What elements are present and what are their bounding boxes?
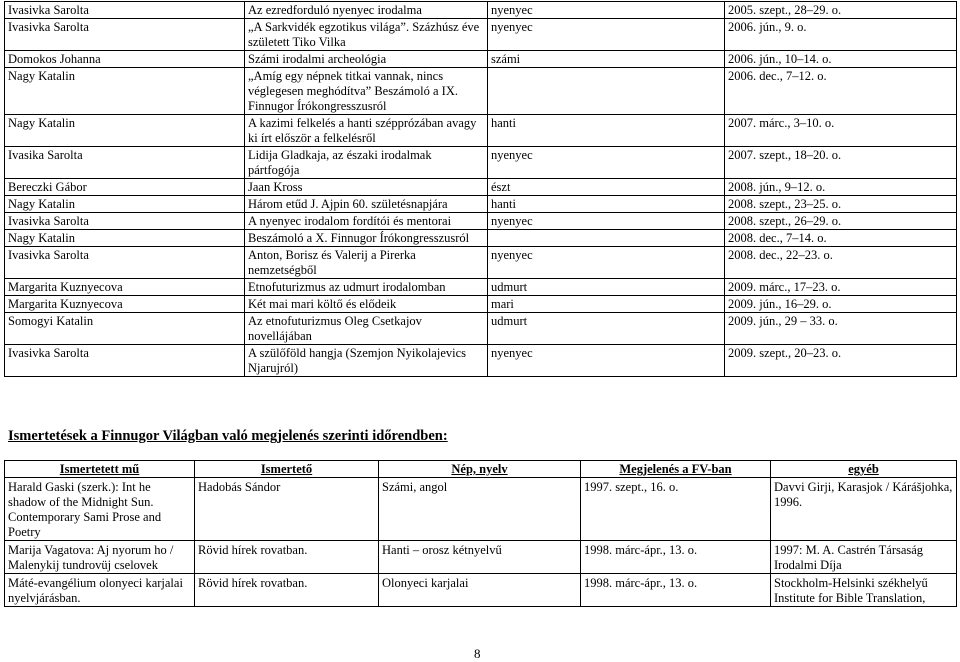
article-author: Ivasivka Sarolta	[5, 247, 245, 279]
review-people: Olonyeci karjalai	[379, 574, 581, 607]
header-people: Nép, nyelv	[379, 461, 581, 478]
article-language: udmurt	[488, 313, 725, 345]
article-date: 2008. szept., 23–25. o.	[725, 196, 957, 213]
article-row	[5, 313, 957, 345]
article-language: nyenyec	[488, 213, 725, 230]
article-row	[5, 213, 957, 230]
article-language	[488, 230, 725, 247]
review-row	[5, 478, 957, 541]
article-title: Jaan Kross	[245, 179, 488, 196]
review-other: 1997: M. A. Castrén Társaság Irodalmi Díja	[771, 541, 957, 574]
article-row	[5, 247, 957, 279]
page-number: 8	[474, 646, 481, 661]
article-row	[5, 296, 957, 313]
article-title: Három etűd J. Ajpin 60. születésnapjára	[245, 196, 488, 213]
article-title: Két mai mari költő és elődeik	[245, 296, 488, 313]
article-author: Ivasivka Sarolta	[5, 2, 245, 19]
article-date: 2008. dec., 7–14. o.	[725, 230, 957, 247]
article-row	[5, 68, 957, 115]
review-other: Davvi Girji, Karasjok / Kárášjohka, 1996.	[771, 478, 957, 541]
section-heading: Ismertetések a Finnugor Világban való megjelenés szerinti időrendben:	[8, 428, 448, 444]
article-title: Etnofuturizmus az udmurt irodalomban	[245, 279, 488, 296]
review-row	[5, 574, 957, 607]
article-language: nyenyec	[488, 345, 725, 377]
articles-table	[4, 1, 957, 377]
article-date: 2007. szept., 18–20. o.	[725, 147, 957, 179]
article-row	[5, 230, 957, 247]
article-title: Lidija Gladkaja, az északi irodalmak pártfogója	[245, 147, 488, 179]
article-date: 2009. jún., 29 – 33. o.	[725, 313, 957, 345]
article-row	[5, 147, 957, 179]
header-work: Ismertetett mű	[5, 461, 195, 478]
review-work: Marija Vagatova: Aj nyorum ho / Malenykij tundrovüj cselovek	[5, 541, 195, 574]
review-work: Harald Gaski (szerk.): Int he shadow of the Midnight Sun. Contemporary Sami Prose and Poetry	[5, 478, 195, 541]
article-author: Margarita Kuznyecova	[5, 279, 245, 296]
article-title: „Amíg egy népnek titkai vannak, nincs véglegesen meghódítva” Beszámoló a IX. Finnugor Írókongresszusról	[245, 68, 488, 115]
article-author: Nagy Katalin	[5, 230, 245, 247]
article-author: Nagy Katalin	[5, 115, 245, 147]
article-row	[5, 115, 957, 147]
article-date: 2008. szept., 26–29. o.	[725, 213, 957, 230]
article-author: Domokos Johanna	[5, 51, 245, 68]
article-row	[5, 179, 957, 196]
article-date: 2009. márc., 17–23. o.	[725, 279, 957, 296]
article-title: A szülőföld hangja (Szemjon Nyikolajevics Njarujról)	[245, 345, 488, 377]
review-row	[5, 541, 957, 574]
article-language: nyenyec	[488, 2, 725, 19]
review-reviewer: Rövid hírek rovatban.	[195, 541, 379, 574]
article-author: Ivasivka Sarolta	[5, 19, 245, 51]
review-people: Számi, angol	[379, 478, 581, 541]
article-row	[5, 19, 957, 51]
article-date: 2006. dec., 7–12. o.	[725, 68, 957, 115]
article-row	[5, 345, 957, 377]
review-work: Máté-evangélium olonyeci karjalai nyelvjárásban.	[5, 574, 195, 607]
article-title: A nyenyec irodalom fordítói és mentorai	[245, 213, 488, 230]
article-language: nyenyec	[488, 19, 725, 51]
article-author: Ivasivka Sarolta	[5, 213, 245, 230]
review-reviewer: Rövid hírek rovatban.	[195, 574, 379, 607]
article-language: nyenyec	[488, 247, 725, 279]
article-language: udmurt	[488, 279, 725, 296]
header-reviewer: Ismertető	[195, 461, 379, 478]
article-row	[5, 196, 957, 213]
review-reviewer: Hadobás Sándor	[195, 478, 379, 541]
reviews-table	[4, 460, 957, 607]
article-title: Számi irodalmi archeológia	[245, 51, 488, 68]
article-language: hanti	[488, 196, 725, 213]
article-title: A kazimi felkelés a hanti szépprózában avagy ki írt először a felkelésről	[245, 115, 488, 147]
article-date: 2009. szept., 20–23. o.	[725, 345, 957, 377]
article-language: hanti	[488, 115, 725, 147]
article-language: észt	[488, 179, 725, 196]
article-author: Bereczki Gábor	[5, 179, 245, 196]
article-date: 2009. jún., 16–29. o.	[725, 296, 957, 313]
article-title: Az ezredforduló nyenyec irodalma	[245, 2, 488, 19]
article-title: Az etnofuturizmus Oleg Csetkajov novellájában	[245, 313, 488, 345]
article-row	[5, 51, 957, 68]
header-other: egyéb	[771, 461, 957, 478]
article-title: „A Sarkvidék egzotikus világa”. Százhúsz éve született Tiko Vilka	[245, 19, 488, 51]
article-author: Margarita Kuznyecova	[5, 296, 245, 313]
article-date: 2005. szept., 28–29. o.	[725, 2, 957, 19]
header-published: Megjelenés a FV-ban	[581, 461, 771, 478]
article-language: nyenyec	[488, 147, 725, 179]
article-date: 2008. dec., 22–23. o.	[725, 247, 957, 279]
review-published: 1997. szept., 16. o.	[581, 478, 771, 541]
article-language: mari	[488, 296, 725, 313]
review-published: 1998. márc-ápr., 13. o.	[581, 574, 771, 607]
reviews-header-row	[5, 461, 957, 478]
article-language: számi	[488, 51, 725, 68]
article-title: Anton, Borisz és Valerij a Pirerka nemzetségből	[245, 247, 488, 279]
article-date: 2007. márc., 3–10. o.	[725, 115, 957, 147]
review-people: Hanti – orosz kétnyelvű	[379, 541, 581, 574]
article-row	[5, 2, 957, 19]
article-date: 2006. jún., 10–14. o.	[725, 51, 957, 68]
article-title: Beszámoló a X. Finnugor Írókongresszusról	[245, 230, 488, 247]
article-date: 2006. jún., 9. o.	[725, 19, 957, 51]
article-author: Somogyi Katalin	[5, 313, 245, 345]
article-author: Ivasivka Sarolta	[5, 345, 245, 377]
article-author: Ivasika Sarolta	[5, 147, 245, 179]
article-author: Nagy Katalin	[5, 68, 245, 115]
article-row	[5, 279, 957, 296]
article-language	[488, 68, 725, 115]
review-published: 1998. márc-ápr., 13. o.	[581, 541, 771, 574]
article-author: Nagy Katalin	[5, 196, 245, 213]
review-other: Stockholm-Helsinki székhelyű Institute for Bible Translation,	[771, 574, 957, 607]
article-date: 2008. jún., 9–12. o.	[725, 179, 957, 196]
